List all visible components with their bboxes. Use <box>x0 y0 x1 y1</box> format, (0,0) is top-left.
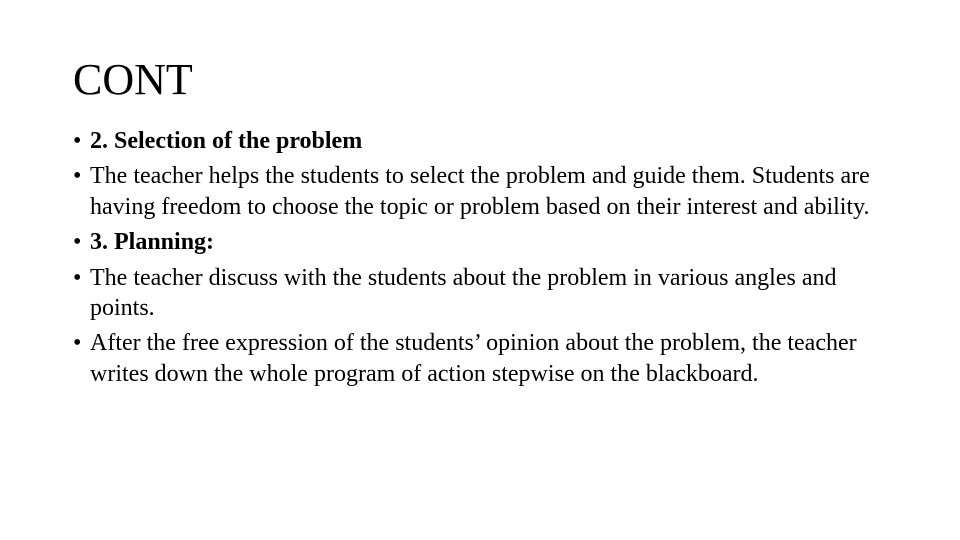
bullet-dot-icon: • <box>73 229 82 256</box>
bullet-text: After the free expression of the students’ opinion about the problem, the teacher writes down the whole program of action stepwise on the blackboard. <box>90 330 857 387</box>
bullet-dot-icon: • <box>73 264 82 291</box>
slide-title: CONT <box>73 55 193 104</box>
bullet-dot-icon: • <box>73 330 82 357</box>
bullet-list <box>73 126 893 394</box>
bullet-item-planning-discuss <box>73 263 893 324</box>
bullet-text: The teacher discuss with the students about the problem in various angles and points. <box>90 264 837 322</box>
bullet-dot-icon: • <box>73 163 82 190</box>
bullet-text: 3. Planning: <box>90 229 215 256</box>
bullet-item-selection-heading <box>73 126 893 156</box>
bullet-item-planning-heading <box>73 227 893 257</box>
bullet-dot-icon: • <box>73 128 82 154</box>
bullet-item-planning-program <box>73 328 893 389</box>
bullet-item-selection-detail <box>73 161 893 222</box>
bullet-text: 2. Selection of the problem <box>90 128 363 154</box>
bullet-text: The teacher helps the students to select the problem and guide them. Students are having freedom to choose the topic or problem based on their interest and ability. <box>90 163 870 220</box>
